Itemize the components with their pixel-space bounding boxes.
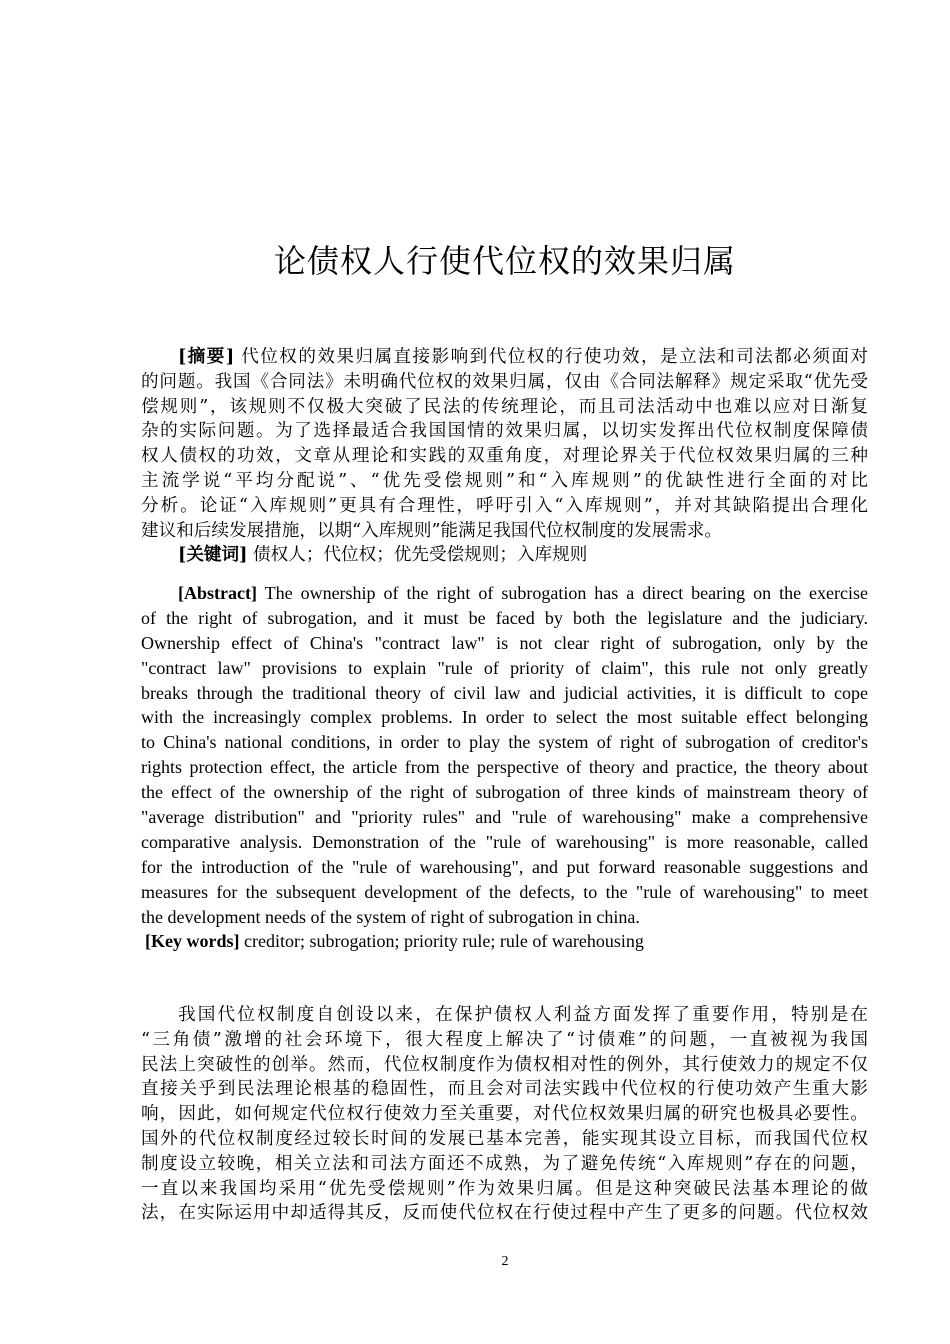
body-line: 一直以来我国均采用“优先受偿规则”作为效果归属。但是这种突破民法基本理论的做 (141, 1178, 868, 1199)
body-line: 响，因此，如何规定代位权行使效力至关重要，对代位权效果归属的研究也极具必要性。 (141, 1104, 868, 1125)
body-line: 直接关乎到民法理论根基的稳固性，而且会对司法实践中代位权的行使功效产生重大影 (141, 1079, 868, 1100)
abstract-en-label: [Abstract] (178, 583, 257, 603)
chinese-abstract (141, 345, 868, 568)
abstract-en-line: [Abstract] The ownership of the right of subrogation has a direct bearing on the exercise (178, 583, 868, 603)
abstract-en-line: the development needs of the system of right of subrogation in china. (141, 906, 640, 927)
body-line: “三角债”激增的社会环境下，很大程度上解决了“讨债难”的问题，一直被视为我国 (141, 1029, 868, 1050)
body-paragraph (141, 1003, 868, 1226)
abstract-en-line: "average distribution" and "priority rules" and "rule of warehousing" make a comprehensive (141, 807, 868, 828)
abstract-line: 的问题。我国《合同法》未明确代位权的效果归属，仅由《合同法解释》规定采取“优先受 (141, 371, 868, 392)
abstract-en-line: to China's national conditions, in order to play the system of right of subrogation of creditor's (141, 732, 868, 753)
body-line: 法，在实际运用中却适得其反，反而使代位权在行使过程中产生了更多的问题。代位权效 (141, 1203, 868, 1224)
keywords-label: [关键词] (178, 544, 248, 566)
keywords-en-label: [Key words] (145, 931, 240, 952)
body-line: 我国代位权制度自创设以来，在保护债权人利益方面发挥了重要作用，特别是在 (178, 1005, 868, 1025)
abstract-line: 分析。论证“入库规则”更具有合理性，呼吁引入“入库规则”，并对其缺陷提出合理化 (141, 495, 868, 516)
abstract-line: 主流学说“平均分配说”、“优先受偿规则”和“入库规则”的优缺性进行全面的对比 (141, 470, 868, 491)
body-line: 民法上突破性的创举。然而，代位权制度作为债权相对性的例外，其行使效力的规定不仅 (141, 1054, 868, 1075)
abstract-en-line: measures for the subsequent development of the defects, to the "rule of warehousing" to meet (141, 881, 868, 902)
keywords-zh: [关键词] 债权人；代位权；优先受偿规则；入库规则 (178, 544, 588, 566)
page-number: 2 (501, 1254, 509, 1269)
abstract-en-line: of the right of subrogation, and it must be faced by both the legislature and the judiciary. (141, 607, 868, 628)
abstract-en-line: with the increasingly complex problems. In order to select the most suitable effect belonging (141, 707, 868, 728)
abstract-en-line: rights protection effect, the article from the perspective of theory and practice, the theory about (141, 757, 868, 778)
abstract-line: 杂的实际问题。为了选择最适合我国国情的效果归属，以切实发挥出代位权制度保障债 (141, 421, 868, 442)
abstract-en-line: the effect of the ownership of the right of subrogation of three kinds of mainstream theory of (141, 782, 868, 803)
abstract-en-line: "contract law" provisions to explain "rule of priority of claim", this rule not only greatly (141, 657, 868, 678)
abstract-line: 权人债权的功效，文章从理论和实践的双重角度，对理论界关于代位权效果归属的三种 (141, 446, 868, 467)
keywords-en: [Key words] creditor; subrogation; priority rule; rule of warehousing (145, 931, 644, 952)
abstract-line: 偿规则”，该规则不仅极大突破了民法的传统理论，而且司法活动中也难以应对日渐复 (141, 396, 868, 417)
english-abstract (141, 581, 868, 954)
abstract-en-line: breaks through the traditional theory of civil law and judicial activities, it is difficult to cope (141, 682, 868, 703)
abstract-en-line: comparative analysis. Demonstration of the "rule of warehousing" is more reasonable, called (141, 831, 868, 852)
abstract-line: 建议和后续发展措施，以期“入库规则”能满足我国代位权制度的发展需求。 (141, 520, 722, 541)
abstract-en-line: for the introduction of the "rule of warehousing", and put forward reasonable suggestions and (141, 856, 868, 877)
document-title: 论债权人行使代位权的效果归属 (273, 242, 736, 280)
abstract-en-line: Ownership effect of China's "contract law" is not clear right of subrogation, only by the (141, 632, 868, 653)
abstract-line: [摘要] 代位权的效果归属直接影响到代位权的行使功效，是立法和司法都必须面对 (178, 346, 868, 367)
body-line: 国外的代位权制度经过较长时间的发展已基本完善，能实现其设立目标，而我国代位权 (141, 1128, 868, 1149)
body-line: 制度设立较晚，相关立法和司法方面还不成熟，为了避免传统“入库规则”存在的问题， (141, 1153, 868, 1174)
abstract-label: [摘要] (178, 346, 235, 367)
